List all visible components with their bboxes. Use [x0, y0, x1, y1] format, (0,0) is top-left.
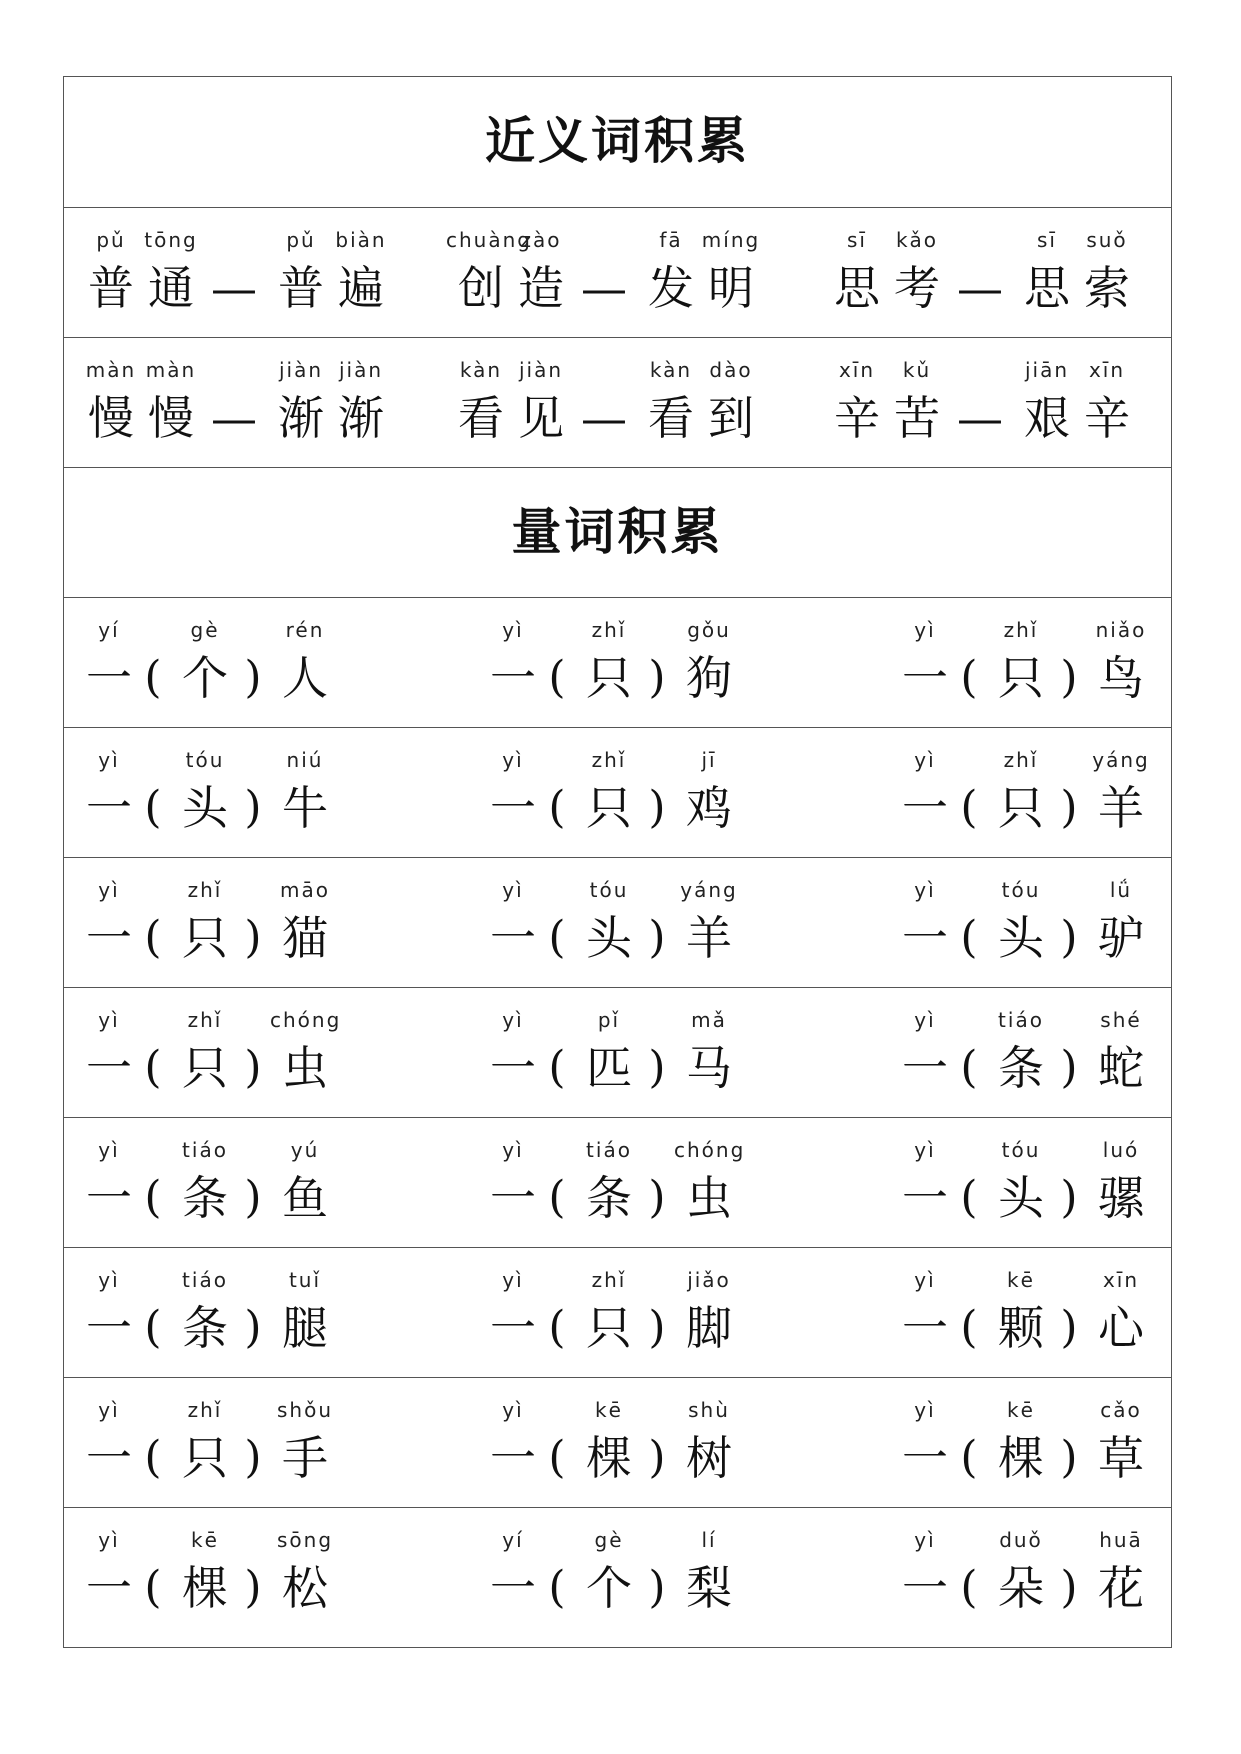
- pinyin: yì: [98, 878, 120, 902]
- open-paren: (: [548, 652, 566, 703]
- hanzi: 一: [490, 911, 536, 965]
- hanzi: 羊: [686, 911, 732, 965]
- pinyin: yì: [98, 1008, 120, 1032]
- hanzi: 一: [902, 1301, 948, 1355]
- pinyin: pǐ: [597, 1008, 621, 1032]
- pinyin: tóu: [589, 878, 629, 902]
- hanzi: 一: [86, 651, 132, 705]
- hanzi: 艰: [1024, 391, 1070, 445]
- measure-word-row: [64, 727, 1171, 857]
- pinyin: yì: [98, 1268, 120, 1292]
- open-paren: (: [144, 1042, 162, 1093]
- open-paren: (: [548, 1042, 566, 1093]
- hanzi: 一: [86, 781, 132, 835]
- measure-word: 条: [182, 1301, 228, 1355]
- open-paren: (: [144, 912, 162, 963]
- measure-word: 条: [586, 1171, 632, 1225]
- close-paren: ): [1060, 1432, 1078, 1483]
- close-paren: ): [244, 652, 262, 703]
- pinyin: màn: [85, 358, 137, 382]
- pinyin: yì: [914, 1528, 936, 1552]
- measure-word: 只: [182, 911, 228, 965]
- hanzi: 一: [490, 1561, 536, 1615]
- pinyin: yú: [290, 1138, 320, 1162]
- open-paren: (: [548, 1432, 566, 1483]
- pinyin: yì: [98, 1398, 120, 1422]
- open-paren: (: [548, 782, 566, 833]
- pinyin: luó: [1102, 1138, 1140, 1162]
- hanzi: 索: [1084, 261, 1130, 315]
- hanzi: 普: [278, 261, 324, 315]
- measure-word: 只: [182, 1431, 228, 1485]
- pinyin: tiáo: [586, 1138, 632, 1162]
- measure-word: 朵: [998, 1561, 1044, 1615]
- pinyin: yì: [914, 1398, 936, 1422]
- synonym-row: [64, 207, 1171, 337]
- hanzi: 骡: [1098, 1171, 1144, 1225]
- close-paren: ): [1060, 652, 1078, 703]
- pinyin: kē: [1007, 1398, 1035, 1422]
- hanzi: 花: [1098, 1561, 1144, 1615]
- hanzi: 心: [1098, 1301, 1144, 1355]
- pinyin: kǔ: [902, 358, 932, 382]
- close-paren: ): [244, 1302, 262, 1353]
- pinyin: tóu: [185, 748, 225, 772]
- hanzi: 慢: [148, 391, 194, 445]
- hanzi: 梨: [686, 1561, 732, 1615]
- pinyin: xīn: [1088, 358, 1126, 382]
- pinyin: pǔ: [96, 228, 126, 252]
- hanzi: 遍: [338, 261, 384, 315]
- close-paren: ): [244, 1432, 262, 1483]
- pinyin: sī: [847, 228, 867, 252]
- hanzi: 牛: [282, 781, 328, 835]
- pinyin: zhǐ: [187, 1398, 223, 1422]
- measure-word: 棵: [998, 1431, 1044, 1485]
- pinyin: lí: [701, 1528, 717, 1552]
- pinyin: gǒu: [687, 618, 731, 642]
- pinyin: fā: [659, 228, 683, 252]
- pinyin: tuǐ: [288, 1268, 322, 1292]
- open-paren: (: [144, 1562, 162, 1613]
- open-paren: (: [548, 1562, 566, 1613]
- pinyin: shù: [688, 1398, 730, 1422]
- hanzi: 一: [86, 1301, 132, 1355]
- measure-word: 只: [586, 781, 632, 835]
- pinyin: yì: [502, 1138, 524, 1162]
- pinyin: niú: [286, 748, 324, 772]
- section-header-measure-words: [64, 467, 1171, 597]
- open-paren: (: [548, 1302, 566, 1353]
- pinyin: yì: [98, 1138, 120, 1162]
- hanzi: 普: [88, 261, 134, 315]
- open-paren: (: [960, 1172, 978, 1223]
- hanzi: 一: [490, 1041, 536, 1095]
- dash-separator: —: [211, 261, 257, 315]
- pinyin: chuàng: [446, 228, 532, 252]
- pinyin: kē: [1007, 1268, 1035, 1292]
- pinyin: dào: [709, 358, 753, 382]
- hanzi: 思: [1024, 261, 1070, 315]
- dash-separator: —: [957, 391, 1003, 445]
- pinyin: yì: [502, 1008, 524, 1032]
- pinyin: yí: [98, 618, 120, 642]
- worksheet: [63, 76, 1172, 1648]
- measure-word: 只: [586, 1301, 632, 1355]
- pinyin: jiàn: [518, 358, 564, 382]
- pinyin: jiàn: [278, 358, 324, 382]
- measure-word: 条: [182, 1171, 228, 1225]
- pinyin: jiān: [1024, 358, 1070, 382]
- hanzi: 一: [86, 1171, 132, 1225]
- section-header-synonyms: [64, 77, 1171, 207]
- close-paren: ): [1060, 912, 1078, 963]
- pinyin: rén: [285, 618, 325, 642]
- pinyin: duǒ: [999, 1528, 1043, 1552]
- pinyin: xīn: [1102, 1268, 1140, 1292]
- pinyin: zhǐ: [591, 748, 627, 772]
- hanzi: 一: [902, 1171, 948, 1225]
- hanzi: 一: [490, 1431, 536, 1485]
- pinyin: yí: [502, 1528, 524, 1552]
- pinyin: huā: [1099, 1528, 1143, 1552]
- hanzi: 通: [148, 261, 194, 315]
- hanzi: 一: [902, 781, 948, 835]
- close-paren: ): [648, 1562, 666, 1613]
- hanzi: 苦: [894, 391, 940, 445]
- close-paren: ): [244, 912, 262, 963]
- hanzi: 一: [902, 1561, 948, 1615]
- hanzi: 一: [902, 1431, 948, 1485]
- open-paren: (: [548, 912, 566, 963]
- pinyin: cǎo: [1100, 1398, 1142, 1422]
- pinyin: kàn: [459, 358, 503, 382]
- close-paren: ): [1060, 1172, 1078, 1223]
- hanzi: 考: [894, 261, 940, 315]
- pinyin: kē: [595, 1398, 623, 1422]
- hanzi: 明: [708, 261, 754, 315]
- pinyin: shé: [1100, 1008, 1142, 1032]
- measure-word-row: [64, 597, 1171, 727]
- open-paren: (: [548, 1172, 566, 1223]
- pinyin: sī: [1037, 228, 1057, 252]
- pinyin: pǔ: [286, 228, 316, 252]
- pinyin: yì: [914, 618, 936, 642]
- hanzi: 一: [902, 911, 948, 965]
- pinyin: yì: [914, 1138, 936, 1162]
- pinyin: yì: [914, 1268, 936, 1292]
- hanzi: 思: [834, 261, 880, 315]
- close-paren: ): [648, 1302, 666, 1353]
- pinyin: jī: [701, 748, 717, 772]
- pinyin: zào: [520, 228, 562, 252]
- measure-word-row: [64, 1117, 1171, 1247]
- hanzi: 狗: [686, 651, 732, 705]
- close-paren: ): [1060, 1302, 1078, 1353]
- measure-word-row: [64, 1247, 1171, 1377]
- open-paren: (: [960, 912, 978, 963]
- synonym-row: [64, 337, 1171, 467]
- close-paren: ): [648, 1042, 666, 1093]
- dash-separator: —: [581, 391, 627, 445]
- hanzi: 看: [648, 391, 694, 445]
- pinyin: xīn: [838, 358, 876, 382]
- hanzi: 脚: [686, 1301, 732, 1355]
- open-paren: (: [960, 782, 978, 833]
- hanzi: 渐: [278, 391, 324, 445]
- pinyin: màn: [145, 358, 197, 382]
- pinyin: zhǐ: [591, 1268, 627, 1292]
- pinyin: míng: [701, 228, 761, 252]
- measure-word: 只: [182, 1041, 228, 1095]
- pinyin: sōng: [276, 1528, 334, 1552]
- pinyin: yì: [914, 1008, 936, 1032]
- close-paren: ): [244, 1042, 262, 1093]
- measure-word: 头: [182, 781, 228, 835]
- hanzi: 一: [490, 1171, 536, 1225]
- hanzi: 虫: [282, 1041, 328, 1095]
- measure-word-row: [64, 1377, 1171, 1507]
- pinyin: kàn: [649, 358, 693, 382]
- hanzi: 蛇: [1098, 1041, 1144, 1095]
- pinyin: tóu: [1001, 1138, 1041, 1162]
- hanzi: 辛: [1084, 391, 1130, 445]
- pinyin: jiǎo: [687, 1268, 731, 1292]
- measure-word: 个: [182, 651, 228, 705]
- hanzi: 猫: [282, 911, 328, 965]
- hanzi: 马: [686, 1041, 732, 1095]
- hanzi: 人: [282, 651, 328, 705]
- pinyin: chóng: [270, 1008, 342, 1032]
- pinyin: tiáo: [998, 1008, 1044, 1032]
- pinyin: yì: [502, 878, 524, 902]
- close-paren: ): [648, 1172, 666, 1223]
- open-paren: (: [960, 652, 978, 703]
- hanzi: 造: [518, 261, 564, 315]
- pinyin: biàn: [335, 228, 387, 252]
- hanzi: 一: [86, 911, 132, 965]
- close-paren: ): [244, 782, 262, 833]
- pinyin: yì: [502, 1268, 524, 1292]
- pinyin: zhǐ: [591, 618, 627, 642]
- hanzi: 一: [86, 1041, 132, 1095]
- measure-word: 只: [998, 781, 1044, 835]
- pinyin: yì: [98, 748, 120, 772]
- pinyin: chóng: [674, 1138, 746, 1162]
- close-paren: ): [1060, 1042, 1078, 1093]
- pinyin: zhǐ: [187, 878, 223, 902]
- measure-word: 只: [998, 651, 1044, 705]
- measure-word: 头: [998, 1171, 1044, 1225]
- hanzi: 一: [902, 1041, 948, 1095]
- open-paren: (: [960, 1562, 978, 1613]
- hanzi: 一: [490, 1301, 536, 1355]
- measure-word-row: [64, 857, 1171, 987]
- pinyin: tiáo: [182, 1138, 228, 1162]
- dash-separator: —: [957, 261, 1003, 315]
- pinyin: gè: [190, 618, 220, 642]
- section-title: 量词积累: [511, 502, 724, 561]
- hanzi: 看: [458, 391, 504, 445]
- hanzi: 草: [1098, 1431, 1144, 1485]
- hanzi: 手: [282, 1431, 328, 1485]
- measure-word: 颗: [998, 1301, 1044, 1355]
- hanzi: 一: [490, 651, 536, 705]
- pinyin: yì: [914, 878, 936, 902]
- hanzi: 树: [686, 1431, 732, 1485]
- hanzi: 鱼: [282, 1171, 328, 1225]
- pinyin: yì: [502, 1398, 524, 1422]
- section-title: 近义词积累: [485, 111, 750, 170]
- hanzi: 一: [902, 651, 948, 705]
- hanzi: 一: [86, 1561, 132, 1615]
- pinyin: kē: [191, 1528, 219, 1552]
- measure-word-row: [64, 987, 1171, 1117]
- measure-word: 棵: [586, 1431, 632, 1485]
- hanzi: 鸡: [686, 781, 732, 835]
- open-paren: (: [144, 1172, 162, 1223]
- pinyin: yì: [98, 1528, 120, 1552]
- dash-separator: —: [581, 261, 627, 315]
- open-paren: (: [960, 1432, 978, 1483]
- open-paren: (: [144, 1432, 162, 1483]
- hanzi: 腿: [282, 1301, 328, 1355]
- hanzi: 辛: [834, 391, 880, 445]
- hanzi: 驴: [1098, 911, 1144, 965]
- pinyin: tiáo: [182, 1268, 228, 1292]
- pinyin: yáng: [680, 878, 738, 902]
- hanzi: 创: [458, 261, 504, 315]
- pinyin: suǒ: [1086, 228, 1128, 252]
- hanzi: 鸟: [1098, 651, 1144, 705]
- close-paren: ): [648, 912, 666, 963]
- measure-word: 匹: [586, 1041, 632, 1095]
- close-paren: ): [1060, 782, 1078, 833]
- measure-word: 个: [586, 1561, 632, 1615]
- measure-word: 头: [998, 911, 1044, 965]
- close-paren: ): [244, 1562, 262, 1613]
- pinyin: gè: [594, 1528, 624, 1552]
- pinyin: tōng: [144, 228, 198, 252]
- measure-word: 棵: [182, 1561, 228, 1615]
- pinyin: māo: [280, 878, 330, 902]
- hanzi: 慢: [88, 391, 134, 445]
- pinyin: zhǐ: [1003, 748, 1039, 772]
- open-paren: (: [144, 1302, 162, 1353]
- measure-word: 条: [998, 1041, 1044, 1095]
- measure-word: 头: [586, 911, 632, 965]
- open-paren: (: [960, 1302, 978, 1353]
- hanzi: 见: [518, 391, 564, 445]
- hanzi: 羊: [1098, 781, 1144, 835]
- close-paren: ): [648, 1432, 666, 1483]
- pinyin: shǒu: [276, 1398, 333, 1422]
- pinyin: zhǐ: [1003, 618, 1039, 642]
- hanzi: 发: [648, 261, 694, 315]
- hanzi: 渐: [338, 391, 384, 445]
- dash-separator: —: [211, 391, 257, 445]
- pinyin: tóu: [1001, 878, 1041, 902]
- hanzi: 虫: [686, 1171, 732, 1225]
- pinyin: kǎo: [895, 228, 939, 252]
- pinyin: lǘ: [1109, 878, 1133, 902]
- pinyin: yì: [502, 748, 524, 772]
- close-paren: ): [648, 782, 666, 833]
- open-paren: (: [144, 652, 162, 703]
- pinyin: mǎ: [691, 1008, 727, 1032]
- pinyin: niǎo: [1095, 618, 1147, 642]
- measure-word: 只: [586, 651, 632, 705]
- pinyin: yì: [502, 618, 524, 642]
- hanzi: 到: [708, 391, 754, 445]
- pinyin: zhǐ: [187, 1008, 223, 1032]
- hanzi: 松: [282, 1561, 328, 1615]
- open-paren: (: [144, 782, 162, 833]
- close-paren: ): [1060, 1562, 1078, 1613]
- open-paren: (: [960, 1042, 978, 1093]
- measure-word-row: [64, 1507, 1171, 1637]
- pinyin: yáng: [1092, 748, 1150, 772]
- close-paren: ): [244, 1172, 262, 1223]
- hanzi: 一: [86, 1431, 132, 1485]
- pinyin: jiàn: [338, 358, 384, 382]
- pinyin: yì: [914, 748, 936, 772]
- hanzi: 一: [490, 781, 536, 835]
- close-paren: ): [648, 652, 666, 703]
